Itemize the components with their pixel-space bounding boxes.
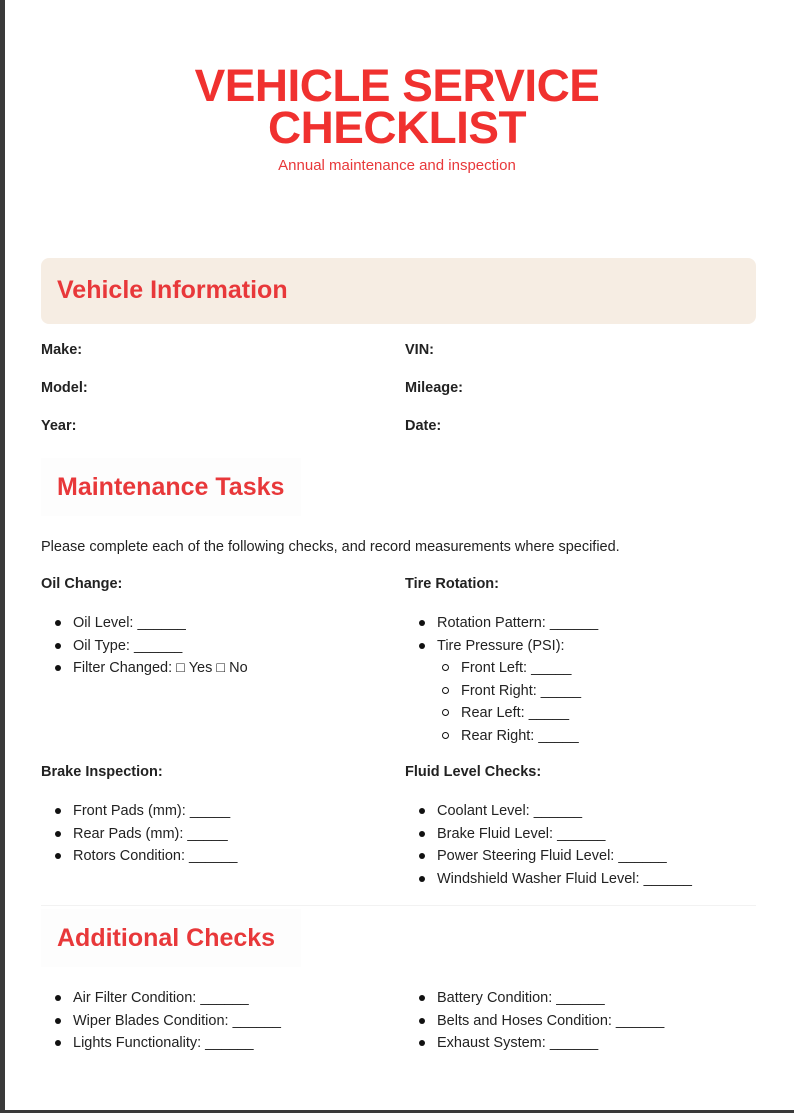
field-date: Date: bbox=[405, 418, 442, 434]
bullet-icon bbox=[419, 995, 425, 1001]
item-text: Filter Changed: □ Yes □ No bbox=[73, 660, 248, 676]
additional-right-list bbox=[405, 989, 775, 1057]
item-text: Power Steering Fluid Level: ______ bbox=[437, 848, 667, 864]
brake-inspection-list bbox=[41, 802, 381, 870]
list-item bbox=[405, 847, 775, 870]
list-item bbox=[41, 802, 381, 825]
bullet-icon bbox=[55, 808, 61, 814]
item-text: Oil Type: ______ bbox=[73, 637, 183, 654]
bullet-icon bbox=[419, 853, 425, 859]
field-mileage: Mileage: bbox=[405, 380, 464, 396]
item-text: Tire Pressure (PSI): bbox=[437, 637, 565, 654]
fluid-levels-title: Fluid Level Checks: bbox=[405, 764, 542, 780]
list-item bbox=[405, 1034, 775, 1057]
list-item bbox=[405, 1012, 775, 1035]
list-item bbox=[405, 989, 775, 1012]
bullet-icon bbox=[55, 1040, 61, 1046]
list-item bbox=[41, 637, 381, 660]
list-item bbox=[405, 825, 775, 848]
list-item bbox=[405, 614, 765, 637]
maintenance-intro: Please complete each of the following checks, and record measurements where specified. bbox=[41, 539, 620, 555]
item-text: Coolant Level: ______ bbox=[437, 803, 583, 819]
item-text: Rear Pads (mm): _____ bbox=[73, 825, 228, 842]
brake-inspection-title: Brake Inspection: bbox=[41, 764, 163, 780]
tire-rotation-list bbox=[405, 614, 765, 749]
item-text: Front Right: _____ bbox=[461, 682, 582, 699]
list-item bbox=[41, 847, 381, 870]
list-item bbox=[41, 989, 381, 1012]
bullet-icon bbox=[419, 876, 425, 882]
item-text: Battery Condition: ______ bbox=[437, 990, 605, 1006]
additional-heading: Additional Checks bbox=[57, 924, 276, 952]
item-text: Exhaust System: ______ bbox=[437, 1035, 599, 1051]
list-item bbox=[41, 1034, 381, 1057]
list-item bbox=[41, 1012, 381, 1035]
bullet-icon bbox=[419, 643, 425, 649]
circle-bullet-icon bbox=[442, 664, 449, 671]
title-line-1: VEHICLE SERVICE bbox=[194, 60, 600, 111]
item-text: Rear Left: _____ bbox=[461, 705, 570, 721]
item-text: Rotation Pattern: ______ bbox=[437, 615, 599, 631]
field-year: Year: bbox=[41, 418, 77, 434]
sub-list-item bbox=[405, 704, 765, 727]
field-make: Make: bbox=[41, 342, 83, 358]
maintenance-heading: Maintenance Tasks bbox=[57, 473, 285, 501]
item-text: Brake Fluid Level: ______ bbox=[437, 825, 606, 842]
item-text: Rear Right: _____ bbox=[461, 727, 579, 744]
bullet-icon bbox=[55, 853, 61, 859]
item-text: Oil Level: ______ bbox=[73, 615, 186, 631]
circle-bullet-icon bbox=[442, 687, 449, 694]
oil-change-title: Oil Change: bbox=[41, 576, 123, 592]
tire-rotation-title: Tire Rotation: bbox=[405, 576, 499, 592]
item-text: Belts and Hoses Condition: ______ bbox=[437, 1012, 665, 1029]
list-item bbox=[41, 825, 381, 848]
bullet-icon bbox=[55, 643, 61, 649]
list-item bbox=[405, 870, 775, 893]
item-text: Front Left: _____ bbox=[461, 660, 572, 676]
sub-list-item bbox=[405, 727, 765, 750]
subtitle: Annual maintenance and inspection bbox=[278, 157, 516, 174]
bullet-icon bbox=[55, 1018, 61, 1024]
bullet-icon bbox=[419, 831, 425, 837]
fluid-levels-list bbox=[405, 802, 775, 892]
bullet-icon bbox=[55, 995, 61, 1001]
item-text: Rotors Condition: ______ bbox=[73, 848, 238, 864]
sub-list-item bbox=[405, 682, 765, 705]
section-divider bbox=[41, 905, 756, 906]
item-text: Wiper Blades Condition: ______ bbox=[73, 1012, 281, 1029]
circle-bullet-icon bbox=[442, 732, 449, 739]
bullet-icon bbox=[55, 665, 61, 671]
item-text: Lights Functionality: ______ bbox=[73, 1035, 254, 1051]
title-line-2: CHECKLIST bbox=[267, 102, 527, 153]
list-item bbox=[405, 637, 765, 660]
bullet-icon bbox=[419, 1040, 425, 1046]
sub-list-item bbox=[405, 659, 765, 682]
list-item bbox=[405, 802, 775, 825]
bullet-icon bbox=[419, 620, 425, 626]
list-item bbox=[41, 659, 381, 682]
item-text: Air Filter Condition: ______ bbox=[73, 990, 249, 1006]
bullet-icon bbox=[419, 1018, 425, 1024]
list-item bbox=[41, 614, 381, 637]
item-text: Front Pads (mm): _____ bbox=[73, 803, 231, 819]
vehicle-info-heading: Vehicle Information bbox=[57, 276, 288, 304]
field-model: Model: bbox=[41, 380, 88, 396]
bullet-icon bbox=[419, 808, 425, 814]
circle-bullet-icon bbox=[442, 709, 449, 716]
bullet-icon bbox=[55, 620, 61, 626]
item-text: Windshield Washer Fluid Level: ______ bbox=[437, 870, 692, 887]
oil-change-list bbox=[41, 614, 381, 682]
field-vin: VIN: bbox=[405, 342, 434, 358]
additional-left-list bbox=[41, 989, 381, 1057]
bullet-icon bbox=[55, 831, 61, 837]
